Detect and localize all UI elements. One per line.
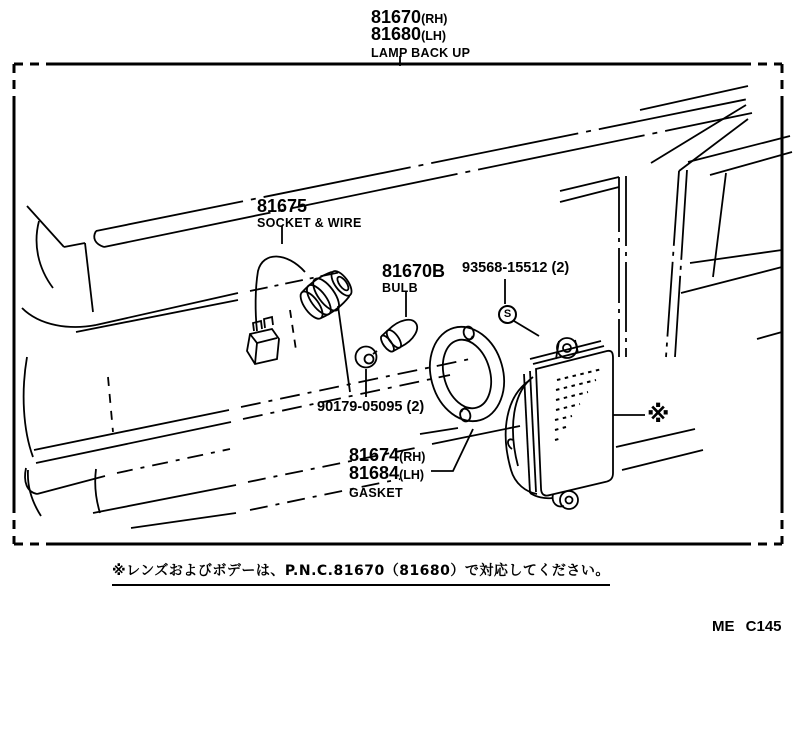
socket-and-wire-drawing — [247, 256, 358, 364]
socket-part-name: SOCKET & WIRE — [257, 216, 362, 230]
screw-symbol-badge: S — [498, 305, 517, 324]
title-callout — [371, 7, 471, 61]
title-part-name: LAMP BACK UP — [371, 46, 471, 60]
gasket-part-number-rh: 81674 — [349, 445, 400, 465]
title-part-number-rh: 81670 — [371, 7, 422, 27]
gasket-callout — [349, 447, 425, 501]
lens-reference-mark: ※ — [647, 402, 670, 428]
bulb-part-name: BULB — [382, 281, 418, 295]
wire-connector-drawing — [247, 317, 279, 364]
gasket-part-number-lh: 81684 — [349, 463, 400, 483]
lamp-assembly-drawing — [506, 338, 613, 509]
gasket-side-rh: (RH) — [399, 450, 426, 464]
bulb-callout — [382, 262, 445, 295]
nut-drawing — [356, 347, 378, 368]
screw-callout: 93568-15512 (2) — [462, 260, 570, 276]
socket-part-number: 81675 — [257, 196, 308, 216]
title-side-rh: (RH) — [421, 12, 448, 26]
footnote-text: レンズおよびボデーは、P.N.C.81670（81680）で対応してください。 — [126, 563, 610, 579]
gasket-drawing — [419, 318, 515, 430]
bulb-drawing — [378, 314, 423, 355]
gasket-side-lh: (LH) — [399, 468, 425, 482]
title-part-number-lh: 81680 — [371, 24, 422, 44]
socket-callout — [257, 197, 362, 230]
bulb-part-number: 81670B — [382, 261, 446, 281]
page-code: ME C145 — [712, 618, 782, 635]
nut-callout: 90179-05095 (2) — [317, 399, 425, 415]
footnote-marker: ※ — [112, 563, 127, 579]
gasket-part-name: GASKET — [349, 486, 403, 500]
title-side-lh: (LH) — [421, 29, 447, 43]
footnote — [112, 560, 610, 586]
